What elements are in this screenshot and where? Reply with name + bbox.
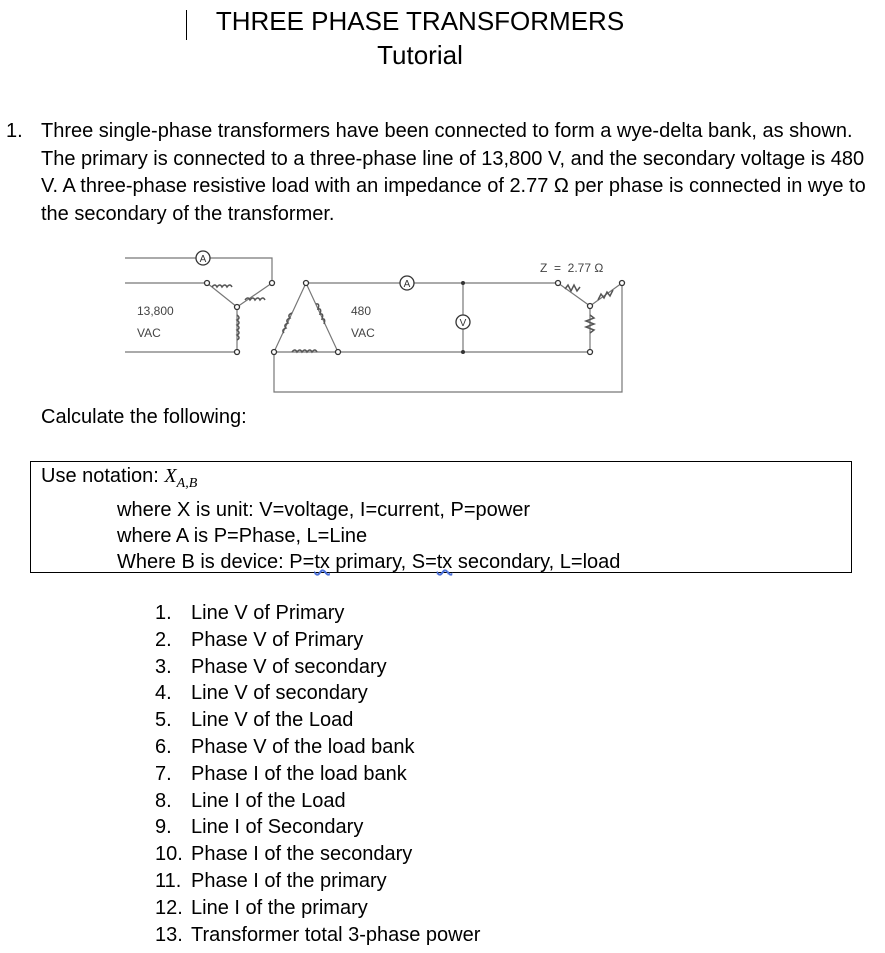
primary-voltage-value: 13,800 xyxy=(137,304,174,318)
page-title: THREE PHASE TRANSFORMERS xyxy=(215,6,625,36)
item-text: Phase I of the secondary xyxy=(191,843,413,866)
item-text: Phase V of the load bank xyxy=(191,735,415,758)
notation-b-text: Where B is device: P= xyxy=(117,551,315,573)
list-item xyxy=(155,654,480,681)
problem-statement xyxy=(6,118,871,228)
primary-voltage-unit: VAC xyxy=(137,326,161,340)
item-text: Transformer total 3-phase power xyxy=(191,923,481,946)
item-number: 4. xyxy=(155,682,172,705)
notation-b xyxy=(31,549,851,575)
terminal xyxy=(336,350,341,355)
notation-intro-text: Use notation: xyxy=(41,465,165,487)
item-text: Phase V of Primary xyxy=(191,628,364,651)
terminal xyxy=(588,350,593,355)
list-item xyxy=(155,734,480,761)
list-item xyxy=(155,761,480,788)
list-item xyxy=(155,627,480,654)
ammeter-label: A xyxy=(403,279,411,290)
spellcheck-word: tx xyxy=(436,551,453,573)
item-number: 1. xyxy=(155,602,172,624)
list-item xyxy=(155,841,480,868)
item-text: Phase I of the load bank xyxy=(191,762,407,785)
secondary-delta xyxy=(274,283,338,352)
impedance-label: Z = 2.77 Ω xyxy=(540,261,604,275)
notation-box xyxy=(30,461,852,573)
terminal xyxy=(556,281,561,286)
notation-subscript: A,B xyxy=(176,476,198,491)
terminal xyxy=(235,350,240,355)
item-number: 8. xyxy=(155,789,172,812)
item-text: Line V of Primary xyxy=(191,602,345,624)
item-text: Line V of the Load xyxy=(191,709,354,732)
item-text: Phase V of secondary xyxy=(191,655,387,678)
item-number: 11. xyxy=(155,869,182,892)
item-text: Phase I of the primary xyxy=(191,869,387,892)
item-number: 12. xyxy=(155,896,183,919)
list-item xyxy=(155,600,480,627)
terminal xyxy=(205,281,210,286)
item-text: Line V of secondary xyxy=(191,682,368,705)
list-item xyxy=(155,895,480,922)
terminal xyxy=(235,305,240,310)
circuit-diagram xyxy=(120,245,640,405)
item-number: 10. xyxy=(155,843,183,866)
list-item xyxy=(155,788,480,815)
item-number: 5. xyxy=(155,709,172,732)
spellcheck-word: tx xyxy=(314,551,330,573)
item-number: 13. xyxy=(155,923,183,946)
notation-intro xyxy=(31,462,851,497)
list-item xyxy=(155,868,480,895)
list-item xyxy=(155,707,480,734)
notation-symbol: X xyxy=(164,465,177,487)
item-number: 3. xyxy=(155,655,172,678)
item-number: 7. xyxy=(155,762,172,785)
terminal xyxy=(272,350,277,355)
item-number: 6. xyxy=(155,735,172,758)
problem-number: 1. xyxy=(6,120,23,142)
ammeter-label: A xyxy=(199,254,207,265)
item-text: Line I of the Load xyxy=(191,789,346,812)
notation-a: where A is P=Phase, L=Line xyxy=(117,525,368,547)
notation-x: where X is unit: V=voltage, I=current, P=power xyxy=(117,499,530,521)
page-subtitle: Tutorial xyxy=(377,40,463,70)
list-item xyxy=(155,814,480,841)
terminal xyxy=(620,281,625,286)
list-item xyxy=(155,922,480,949)
terminal xyxy=(270,281,275,286)
terminal xyxy=(588,304,593,309)
item-text: Line I of Secondary xyxy=(191,816,364,839)
load-wye xyxy=(558,283,622,352)
notation-b-text: secondary, L=load xyxy=(452,551,621,573)
return-line xyxy=(274,286,622,392)
item-number: 2. xyxy=(155,628,172,651)
item-text: Line I of the primary xyxy=(191,896,368,919)
primary-coil-left xyxy=(212,285,232,287)
calculate-heading: Calculate the following: xyxy=(41,406,247,428)
secondary-voltage-value: 480 xyxy=(351,304,372,318)
problem-text: Three single-phase transformers have been connected to form a wye-delta bank, as shown. The primary is connected to a three-phase line of 13,800 V, and the secondary voltage is 480 V. A three-phase resistive load with an impedance of 2.77 Ω per phase is connected in wye to the secondary of the transformer. xyxy=(41,120,866,225)
secondary-voltage-unit: VAC xyxy=(351,326,375,340)
terminal xyxy=(304,281,309,286)
item-number: 9. xyxy=(155,816,172,839)
list-item xyxy=(155,680,480,707)
voltmeter-label: V xyxy=(459,318,467,329)
notation-b-text: primary, S= xyxy=(329,551,437,573)
calculation-list xyxy=(155,600,480,948)
